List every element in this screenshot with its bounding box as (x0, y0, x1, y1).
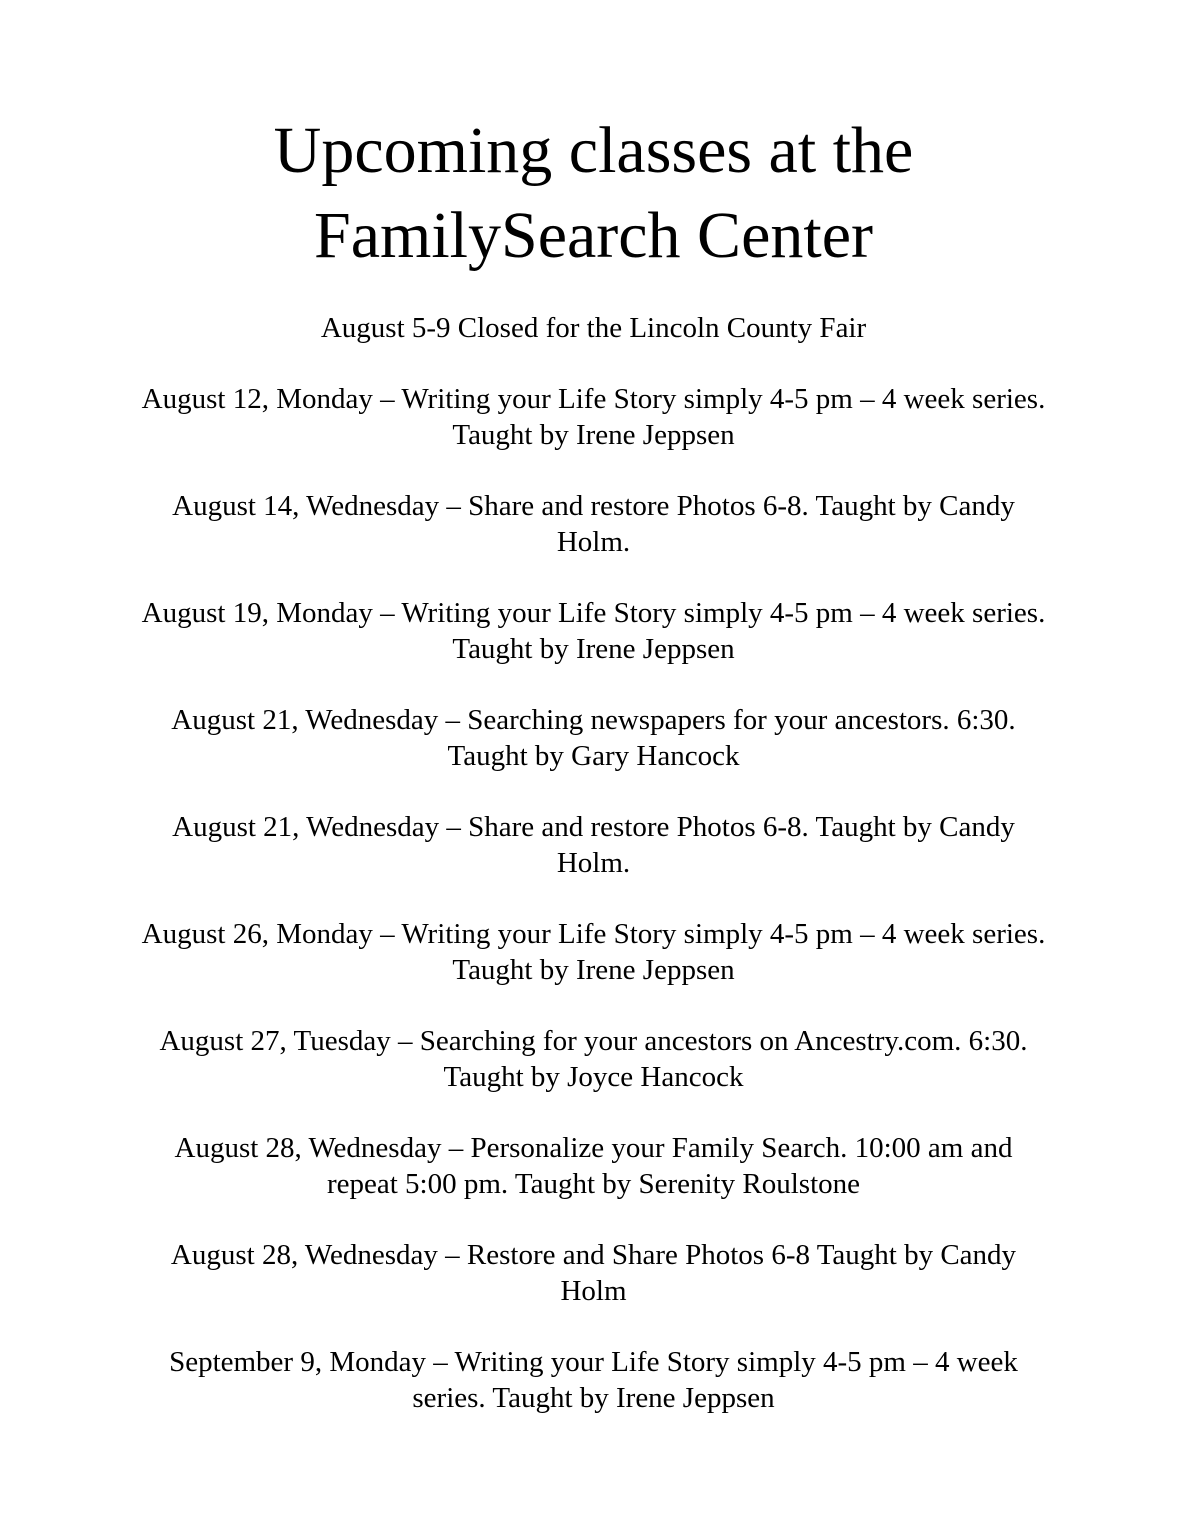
class-entry (60, 1023, 1127, 1095)
class-entry (60, 310, 1127, 346)
entry-line: Taught by Joyce Hancock (443, 1061, 744, 1093)
entry-line: September 9, Monday – Writing your Life Story simply 4-5 pm – 4 week (169, 1346, 1018, 1378)
entry-line: August 5-9 Closed for the Lincoln County Fair (320, 312, 867, 344)
entry-line: repeat 5:00 pm. Taught by Serenity Roulstone (326, 1168, 861, 1200)
page-title-line-1: Upcoming classes at the (273, 114, 914, 187)
class-entry (60, 595, 1127, 667)
page-title-line-2: FamilySearch Center (313, 199, 873, 272)
class-entry (60, 809, 1127, 881)
class-entry (60, 1344, 1127, 1416)
entry-line: August 19, Monday – Writing your Life Story simply 4-5 pm – 4 week series. (141, 597, 1046, 629)
entry-line: August 14, Wednesday – Share and restore Photos 6-8. Taught by Candy (172, 490, 1015, 522)
class-entry (60, 381, 1127, 453)
entry-line: August 12, Monday – Writing your Life Story simply 4-5 pm – 4 week series. (141, 383, 1046, 415)
class-entry (60, 1237, 1127, 1309)
entry-line: Taught by Irene Jeppsen (452, 633, 735, 665)
entry-line: August 28, Wednesday – Personalize your Family Search. 10:00 am and (174, 1132, 1013, 1164)
entry-line: Holm. (556, 526, 631, 558)
entry-line: Taught by Irene Jeppsen (452, 954, 735, 986)
entry-line: Taught by Gary Hancock (447, 740, 740, 772)
entry-line: Taught by Irene Jeppsen (452, 419, 735, 451)
class-entry (60, 1130, 1127, 1202)
entry-line: August 27, Tuesday – Searching for your ancestors on Ancestry.com. 6:30. (159, 1025, 1028, 1057)
class-entry (60, 702, 1127, 774)
entry-line: August 26, Monday – Writing your Life Story simply 4-5 pm – 4 week series. (141, 918, 1046, 950)
entry-line: August 21, Wednesday – Share and restore Photos 6-8. Taught by Candy (172, 811, 1015, 843)
entry-line: series. Taught by Irene Jeppsen (412, 1382, 775, 1414)
class-entry (60, 488, 1127, 560)
class-entry (60, 916, 1127, 988)
entry-line: August 28, Wednesday – Restore and Share Photos 6-8 Taught by Candy (170, 1239, 1017, 1271)
entry-line: Holm. (556, 847, 631, 879)
entry-line: Holm (560, 1275, 627, 1307)
entry-line: August 21, Wednesday – Searching newspapers for your ancestors. 6:30. (171, 704, 1016, 736)
